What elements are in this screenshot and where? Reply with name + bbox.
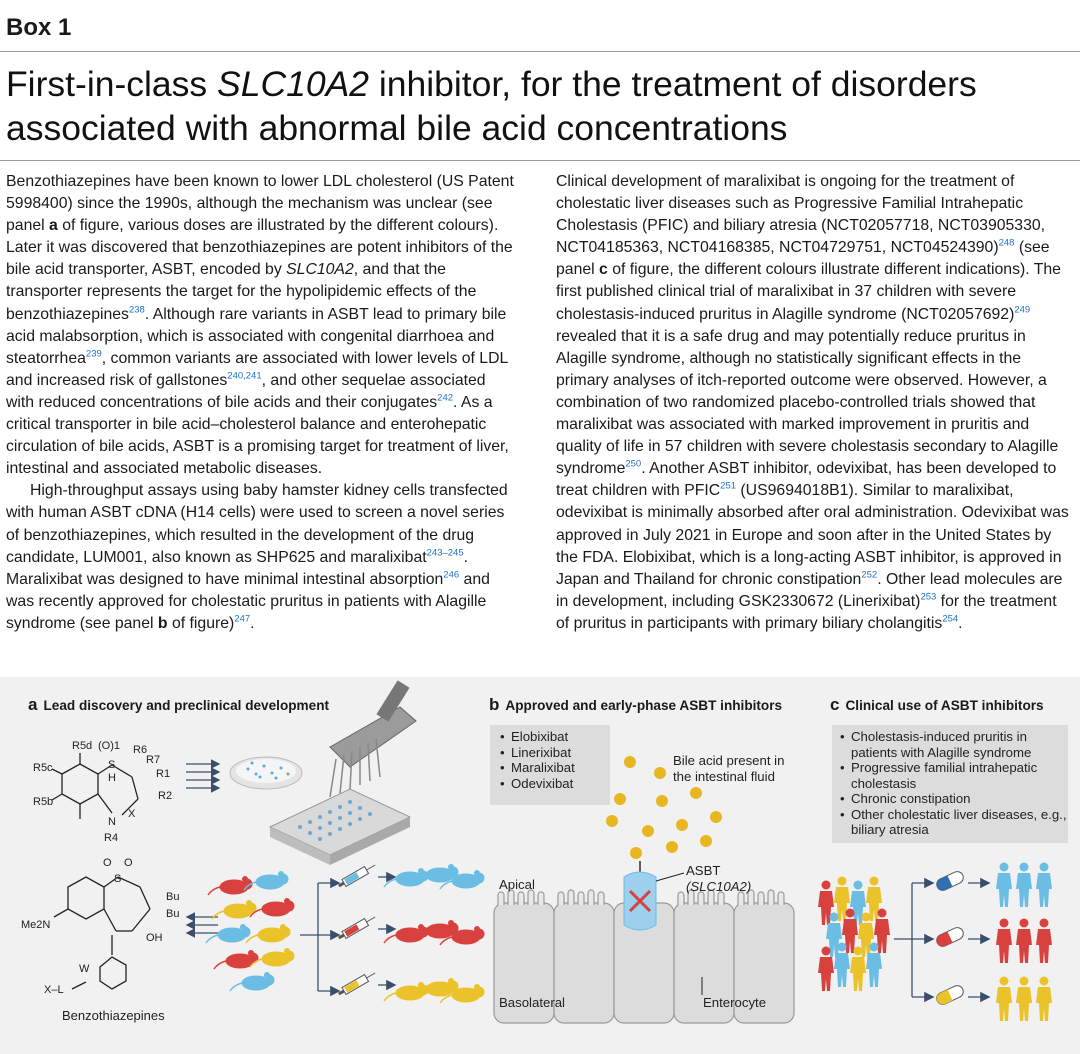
citation-link[interactable]: 251	[720, 481, 737, 493]
label-r4: R4	[104, 832, 119, 844]
label-bu-1: Bu	[166, 891, 180, 903]
panel-a-heading: a Lead discovery and preclinical development	[28, 695, 330, 714]
label-x-l: X–L	[44, 984, 64, 996]
rat-group-mixed	[206, 872, 294, 992]
label-x: X	[128, 808, 136, 820]
list-item: • Elobixibat	[498, 729, 610, 745]
benzothiazepines-caption: Benzothiazepines	[62, 1008, 165, 1023]
left-paragraph-2: High-throughput assays using baby hamster kidney cells transfected with human ASBT cDNA (H14 cells) were used to screen a novel series of benzothiazepines, which resulted in the development of the drug candidate, LUM001, also known as SHP625 and maralixibat$^{243-245}$. Maralixibat was designed to have minimal intestinal absorption$^{246}$ and was recently approved for cholestatic pruritus in patients with Alagille syndrome (see panel b of figure)$^{247}$.	[6, 482, 508, 632]
citation-link[interactable]: 254	[942, 613, 959, 625]
list-item: • Other cholestatic liver diseases, e.g., biliary atresia	[838, 807, 1068, 838]
top-divider	[0, 51, 1080, 52]
title-part-1: First-in-class	[6, 64, 218, 104]
inhibitor-list	[490, 725, 610, 805]
list-item: • Odevixibat	[498, 776, 610, 792]
label-s: S	[108, 759, 116, 771]
citation-link[interactable]: 243–245	[426, 547, 464, 559]
rat-group-yellow	[384, 979, 484, 1004]
citation-link[interactable]: 240,241	[227, 370, 262, 382]
list-item: • Linerixibat	[498, 745, 610, 761]
rat-group-blue	[384, 865, 484, 890]
label-h: H	[108, 772, 116, 784]
bile-acid-label: Bile acid present in the intestinal fluid	[673, 753, 785, 784]
list-item: • Chronic constipation	[838, 791, 1068, 807]
in-vivo-arrows	[188, 917, 218, 933]
basolateral-label: Basolateral	[499, 995, 565, 1010]
citation-link[interactable]: 252	[861, 569, 878, 581]
panel-c-heading: c Clinical use of ASBT inhibitors	[830, 695, 1044, 714]
enterocyte-label: Enterocyte	[703, 995, 767, 1010]
right-paragraph-1: Clinical development of maralixibat is ongoing for the treatment of cholestatic liver diseases such as Progressive Familial Intrahepatic Cholestasis (PFIC) and biliary atresia (NCT02057718, NCT03905330, NCT04185363, NCT04168385, NCT04729751, NCT04524390)$^{248}$ (see panel c of figure, the different colours illustrate different indications). The first published clinical trial of maralixibat in 37 children with severe cholestasis-induced pruritus in Alagille syndrome $(NCT02057692)^{249}$ revealed that it is a safe drug and may potentially reduce pruritus in Alagille syndrome, although no statistically significant effects in the primary analyses of itch-reported outcome were observed. However, a combination of two randomized placebo-controlled trials showed that maralixibat was associated with marked improvement in pruritis and quality of life in 57 children with severe cholestasis secondary to Alagille syndrome$^{250}$. Another ASBT inhibitor, odevixibat, has been developed to treat children with PFIC$^{251}$ (US9694018B1). Similar to maralixibat, odevixibat is minimally absorbed after oral administration. Odevixibat was approved in July 2021 in Europe and soon after in the United States by the FDA. Elobixibat, which is a long-acting ASBT inhibitor, is approved in Japan and Thailand for chronic constipation$^{252}$. Other lead molecules are in development, including GSK2330672 (Linerixibat)$^{253}$ for the treatment of pruritus in participants with primary biliary cholangitis$^{254}$.	[556, 173, 1069, 632]
label-r2: R2	[158, 790, 173, 802]
right-column	[556, 171, 1074, 635]
citation-link[interactable]: 238	[128, 304, 145, 316]
capsules	[935, 870, 965, 1007]
title-gene: SLC10A2	[217, 64, 369, 104]
citation-link[interactable]: 247	[234, 613, 251, 625]
label-o-b: O	[124, 857, 133, 869]
label-o1: (O)1	[98, 740, 120, 752]
left-paragraph-1: Benzothiazepines have been known to lower LDL cholesterol (US Patent 5998400) since the 1990s, although the mechanism was unclear (see panel a of figure, various doses are illustrated by the different colours). Later it was discovered that benzothiazepines are potent inhibitors of the bile acid transporter, ASBT, encoded by SLC10A2, and that the transporter represents the target for the hypolipidemic effects of the benzothiazepines$^{238}$. Although rare variants in ASBT lead to primary bile acid malabsorption, which is associated with congenital diarrhoea and steatorrhea$^{239}$, common variants are associated with lower levels of LDL and increased risk of gallstones$^{240,241}$, and other sequelae associated with reduced concentrations of bile acids and their conjugates$^{242}$. As a critical transporter in bile acid–cholesterol balance and enterohepatic circulation of bile acids, ASBT is a promising target for treatment of liver, intestinal and associated metabolic diseases.	[6, 173, 514, 478]
asbt-label: ASBT (SLC10A2)	[686, 863, 752, 894]
citation-link[interactable]: 242	[437, 392, 454, 404]
label-s2: S	[114, 873, 122, 885]
apical-label: Apical	[499, 877, 535, 892]
label-oh: OH	[146, 932, 163, 944]
label-w: W	[79, 963, 90, 975]
box-label: Box 1	[6, 14, 72, 41]
asbt-transporter	[624, 872, 656, 930]
title-divider	[0, 160, 1080, 161]
patient-group-yellow	[996, 977, 1052, 1022]
list-item: • Progressive familial intrahepatic cholestasis	[838, 760, 1068, 791]
label-o-a: O	[103, 857, 112, 869]
label-r5b: R5b	[33, 796, 54, 808]
list-item: • Cholestasis-induced pruritis in patients with Alagille syndrome	[838, 729, 1068, 760]
screening-arrows	[186, 764, 218, 788]
label-r5c: R5c	[33, 762, 53, 774]
petri-dish	[230, 757, 302, 789]
benzothiazepine-structure-top	[52, 753, 138, 819]
clinical-use-list	[832, 725, 1068, 843]
patient-group-red	[996, 919, 1052, 964]
label-bu-2: Bu	[166, 908, 180, 920]
label-r7: R7	[146, 754, 161, 766]
label-r6: R6	[133, 744, 148, 756]
label-me2n: Me2N	[21, 919, 51, 931]
benzothiazepine-structure-bottom	[54, 877, 150, 989]
list-item: • Maralixibat	[498, 760, 610, 776]
patient-group-blue	[996, 863, 1052, 908]
title-part-2: inhibitor, for the treatment of disorders associated with abnormal bile acid concentrations	[6, 64, 977, 148]
syringes	[337, 862, 377, 998]
label-r1: R1	[156, 768, 171, 780]
left-column	[6, 171, 516, 635]
dose-branch-arrows	[300, 883, 338, 991]
label-r5d: R5d	[72, 740, 93, 752]
citation-link[interactable]: 249	[1014, 304, 1031, 316]
panel-b-heading: b Approved and early-phase ASBT inhibitors	[489, 695, 783, 714]
label-n: N	[108, 816, 116, 828]
citation-link[interactable]: 253	[920, 591, 937, 603]
citation-link[interactable]: 246	[443, 569, 460, 581]
citation-link[interactable]: 250	[625, 458, 642, 470]
citation-link[interactable]: 248	[998, 238, 1015, 250]
rat-group-red	[384, 921, 484, 946]
citation-link[interactable]: 239	[85, 348, 102, 360]
patient-crowd	[818, 877, 890, 992]
page-title	[6, 62, 1066, 150]
